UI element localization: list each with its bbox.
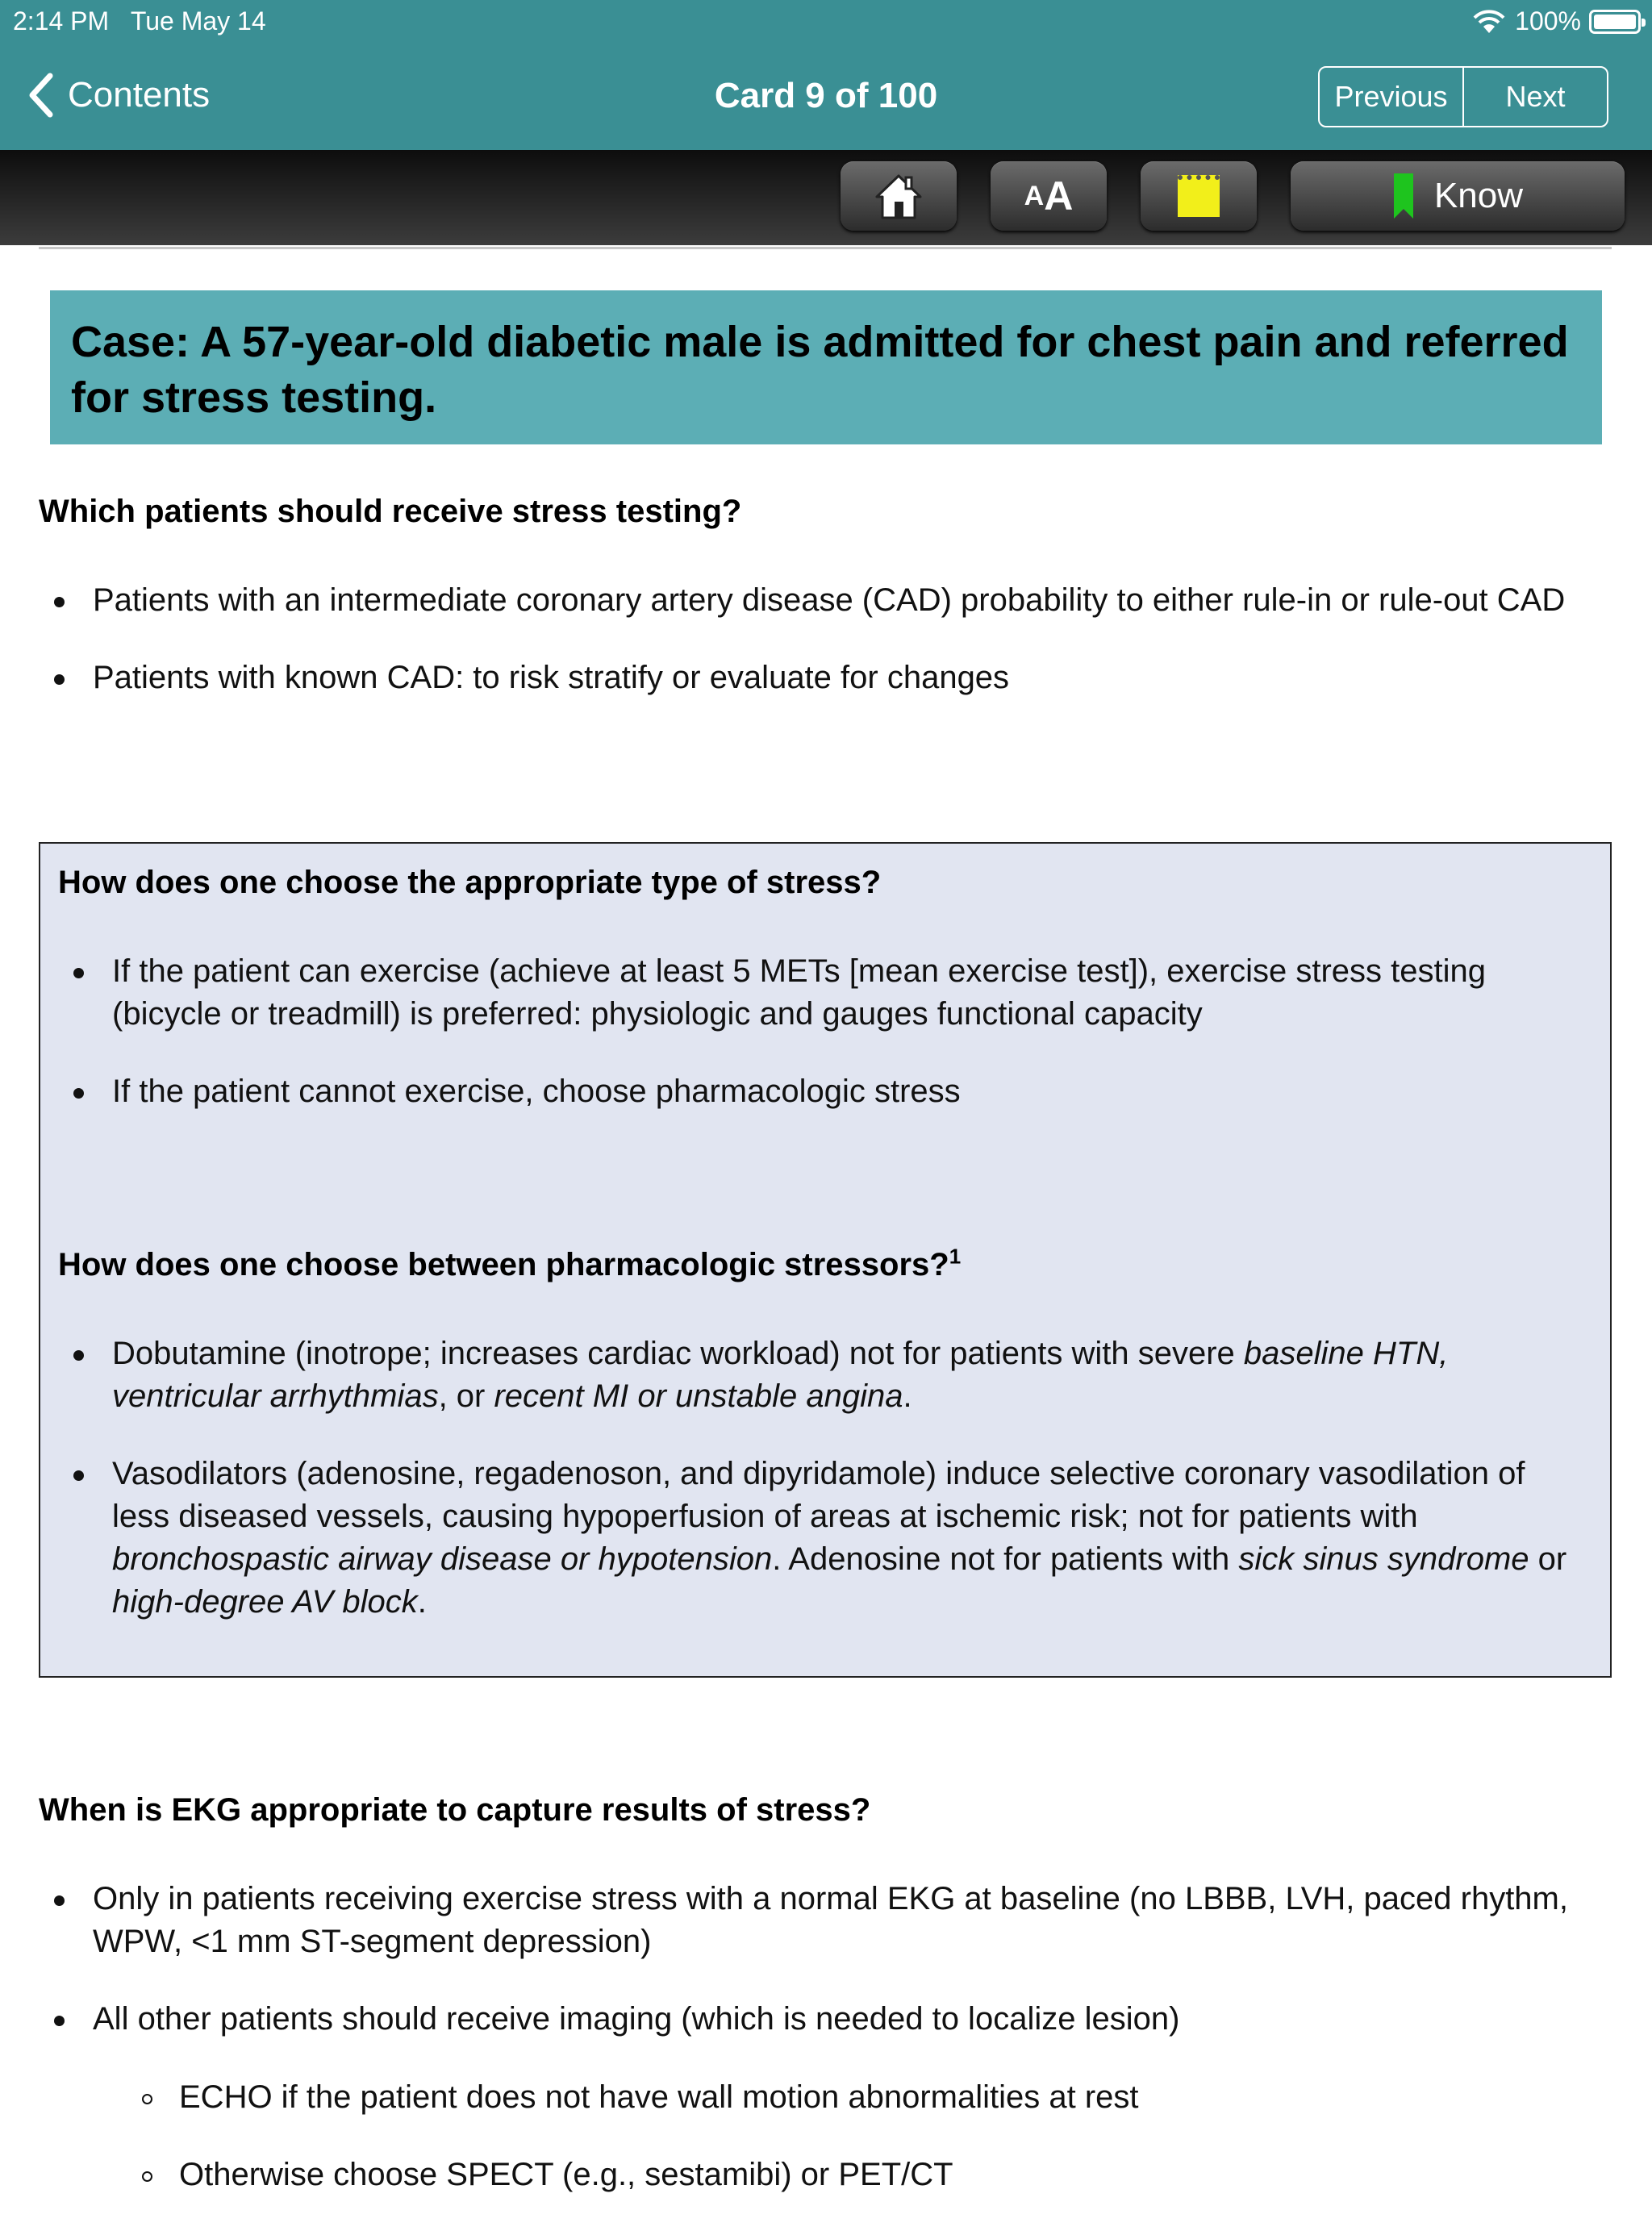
footnote-ref[interactable]: 1 [949, 1244, 962, 1269]
sticky-note-icon [1178, 175, 1220, 217]
box-list-1 [112, 950, 1588, 1148]
list-item: If the patient cannot exercise, choose pharmacologic stress [112, 1070, 1588, 1113]
home-icon [874, 171, 924, 221]
list-item-dobutamine: Dobutamine (inotrope; increases cardiac workload) not for patients with severe baseline HTN, ventricular arrhythmias, or recent MI or unstable angina. [112, 1332, 1588, 1418]
font-large-glyph: A [1044, 173, 1074, 219]
chevron-left-icon [24, 71, 56, 119]
font-size-button[interactable] [991, 161, 1107, 231]
box-heading-type-of-stress-text: How does one choose the appropriate type of stress? [58, 865, 882, 900]
top-bar [0, 0, 1652, 150]
list-item-vasodilators: Vasodilators (adenosine, regadenoson, and dipyridamole) induce selective coronary vasodilation of less diseased vessels, causing hypoperfusion of areas at ischemic risk; not for patients with bronchospastic airway disease or hypotension. Adenosine not for patients with sick sinus syndrome or high-degree AV block. [112, 1453, 1588, 1624]
prev-next-control [1318, 66, 1608, 127]
know-label: Know [1433, 176, 1524, 215]
sub-list-item: Otherwise choose SPECT (e.g., sestamibi) or PET/CT [179, 2154, 1607, 2196]
battery-percent: 100% [1515, 6, 1581, 35]
font-small-glyph: A [1024, 180, 1045, 211]
toolbar [0, 150, 1652, 245]
section3-sublist [179, 2076, 1607, 2231]
back-button[interactable] [24, 71, 210, 119]
know-button[interactable] [1291, 161, 1625, 231]
case-banner [50, 290, 1602, 444]
section-heading-stress-testing: Which patients should receive stress testing? [39, 494, 742, 529]
bookmark-icon [1392, 172, 1415, 220]
battery-icon [1589, 10, 1641, 34]
section1-list [93, 579, 1609, 734]
list-item: If the patient can exercise (achieve at least 5 METs [mean exercise test]), exercise stress testing (bicycle or treadmill) is preferred: physiologic and gauges functional capacity [112, 950, 1588, 1036]
notes-button[interactable] [1141, 161, 1257, 231]
date: Tue May 14 [130, 6, 266, 35]
clock: 2:14 PM [13, 6, 110, 35]
list-item: All other patients should receive imaging (which is needed to localize lesion) [93, 1998, 1609, 2041]
wifi-icon [1471, 9, 1507, 35]
heading-text: How does one choose between pharmacologic stressors? [58, 1247, 949, 1282]
list-item: Patients with an intermediate coronary artery disease (CAD) probability to either rule-in or rule-out CAD [93, 579, 1609, 622]
status-right [1471, 6, 1641, 36]
divider [39, 247, 1612, 249]
page-title: Card 9 of 100 [714, 76, 938, 115]
previous-button[interactable]: Previous [1334, 80, 1448, 113]
next-button[interactable]: Next [1462, 68, 1607, 126]
section-heading-ekg: When is EKG appropriate to capture results of stress? [39, 1792, 871, 1828]
sub-list-item: ECHO if the patient does not have wall motion abnormalities at rest [179, 2076, 1607, 2119]
list-item: Only in patients receiving exercise stress with a normal EKG at baseline (no LBBB, LVH, paced rhythm, WPW, <1 mm ST-segment depression) [93, 1878, 1609, 1963]
list-item: Patients with known CAD: to risk stratify or evaluate for changes [93, 657, 1609, 699]
back-label: Contents [68, 75, 211, 115]
status-time [13, 6, 266, 36]
home-button[interactable] [841, 161, 957, 231]
case-title: Case: A 57-year-old diabetic male is admitted for chest pain and referred for stress testing. [71, 318, 1569, 422]
box-list-2 [112, 1332, 1588, 1658]
box-heading-pharmacologic [58, 1244, 962, 1283]
section3-list [93, 1878, 1609, 2075]
